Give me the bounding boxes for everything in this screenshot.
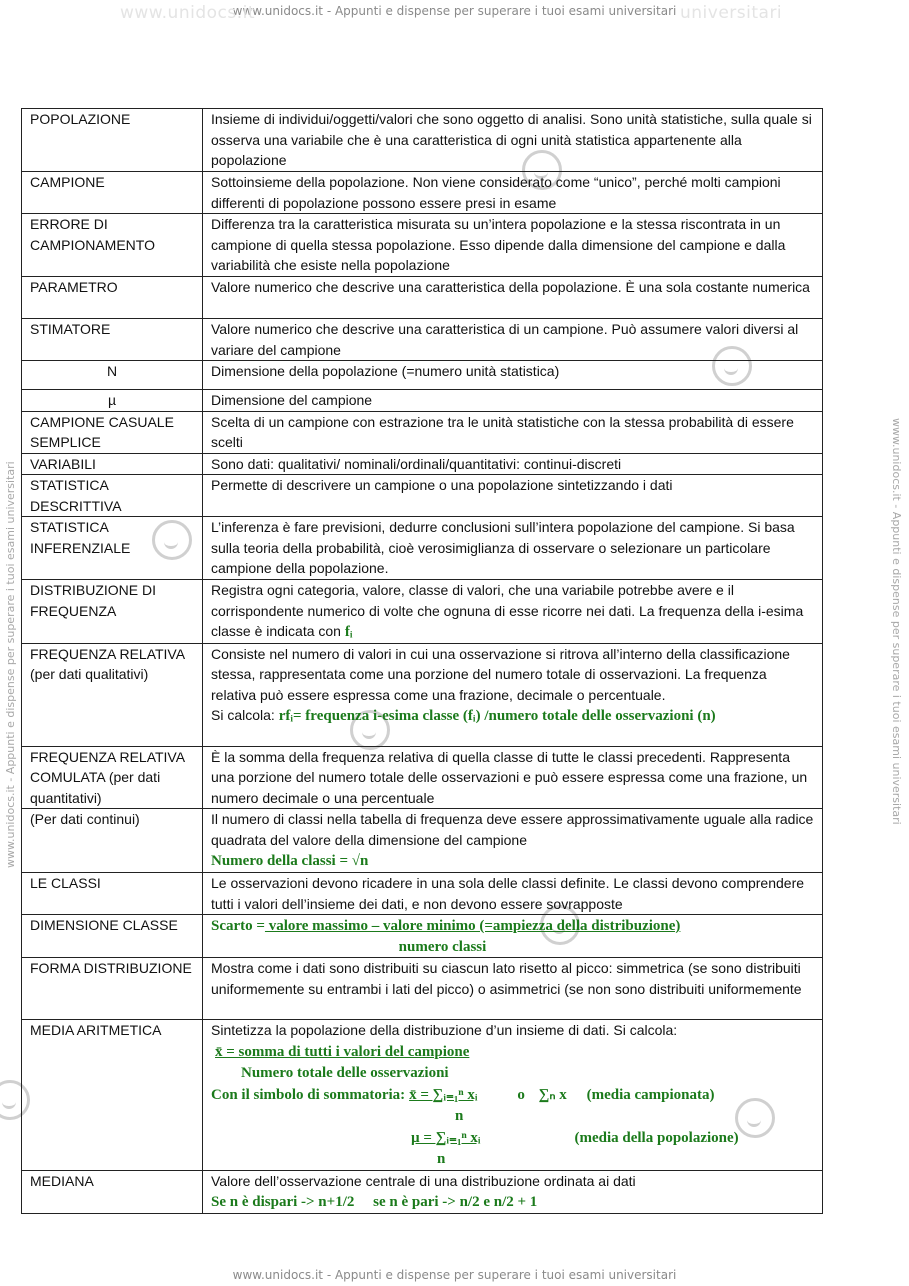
- formula-numerator: valore massimo – valore minimo (=ampiezza della distribuzione): [264, 918, 681, 934]
- formula-label: Scarto =: [211, 918, 265, 934]
- table-row: [22, 411, 823, 453]
- definition-cell: [203, 809, 823, 873]
- term-cell: MEDIANA: [22, 1170, 203, 1213]
- table-row: [22, 1020, 823, 1171]
- formula-symbol: fᵢ: [344, 624, 353, 640]
- formula-or: o: [517, 1086, 525, 1103]
- term-cell: STIMATORE: [22, 319, 203, 361]
- definition-cell: Valore numerico che descrive una caratteristica di un campione. Può assumere valori diversi al variare del campione: [203, 319, 823, 361]
- definition-cell: Dimensione del campione: [203, 390, 823, 412]
- definition-cell: Permette di descrivere un campione o una popolazione sintetizzando i dati: [203, 475, 823, 517]
- formula-text: Se n è dispari -> n+1/2 se n è pari -> n/2 e n/2 + 1: [211, 1194, 538, 1210]
- table-row: [22, 809, 823, 873]
- definition-cell: Scelta di un campione con estrazione tra le unità statistiche con la stessa probabilità di essere scelti: [203, 411, 823, 453]
- glossary-table: [21, 108, 823, 1214]
- watermark-side-right: www.unidocs.it - Appunti e dispense per superare i tuoi esami universitari: [890, 418, 903, 825]
- calc-label: Si calcola:: [211, 707, 275, 723]
- definition-text: Registra ogni categoria, valore, classe di valori, che una variabile potrebbe avere e il corrispondente numerico di volte che ognuna di esse ricorre nei dati. La frequenza della i-esima classe è indicata con: [211, 582, 804, 639]
- term-cell: LE CLASSI: [22, 873, 203, 915]
- term-cell: (Per dati continui): [22, 809, 203, 873]
- formula-expression: µ = ∑ᵢ₌₁ⁿ xᵢ: [411, 1129, 481, 1146]
- table-row: [22, 390, 823, 412]
- formula-text: Numero della classi = √n: [211, 853, 369, 869]
- table-row: [22, 453, 823, 475]
- table-row: [22, 915, 823, 958]
- formula-denominator: n: [437, 1151, 446, 1167]
- term-cell: µ: [22, 390, 203, 412]
- definition-cell: Insieme di individui/oggetti/valori che sono oggetto di analisi. Sono unità statistiche, sulla quale si osserva una variabile che è una caratteristica di ogni unità statistica appartenente alla popolazione: [203, 109, 823, 172]
- definition-cell: Le osservazioni devono ricadere in una sola delle classi definite. Le classi devono comprendere tutti i valori dell’insieme dei dati, e non devono essere sovrapposte: [203, 873, 823, 915]
- formula-denominator: numero classi: [398, 938, 487, 955]
- table-row: [22, 475, 823, 517]
- term-cell: ERRORE DI CAMPIONAMENTO: [22, 214, 203, 277]
- definition-cell: Dimensione della popolazione (=numero unità statistica): [203, 361, 823, 390]
- definition-text: Sintetizza la popolazione della distribuzione d’un insieme di dati. Si calcola:: [211, 1022, 678, 1038]
- watermark-ghost-left: www.unidocs.it: [120, 3, 256, 23]
- watermark-footer: www.unidocs.it - Appunti e dispense per superare i tuoi esami universitari: [232, 1268, 677, 1282]
- watermark-side-left: www.unidocs.it - Appunti e dispense per superare i tuoi esami universitari: [4, 461, 17, 868]
- formula-alt: ∑ₙ x: [538, 1086, 567, 1103]
- table-row: [22, 746, 823, 809]
- definition-cell: Valore numerico che descrive una caratteristica della popolazione. È una sola costante numerica: [203, 277, 823, 319]
- definition-cell: Sottoinsieme della popolazione. Non viene considerato come “unico”, perché molti campioni differenti di popolazione possono essere presi in esame: [203, 172, 823, 214]
- term-cell: POPOLAZIONE: [22, 109, 203, 172]
- watermark-header: www.unidocs.it - Appunti e dispense per superare i tuoi esami universitari: [232, 4, 677, 18]
- formula-denominator: Numero totale delle osservazioni: [241, 1065, 449, 1081]
- term-cell: FREQUENZA RELATIVA (per dati qualitativi): [22, 643, 203, 746]
- definition-text: Consiste nel numero di valori in cui una osservazione si ritrova all’interno della classificazione stessa, rappresentata come una porzione del numero totale di osservazioni. La frequenza relativa può essere espressa come una frazione, decimale o percentuale.: [211, 645, 790, 703]
- definition-cell: [203, 1170, 823, 1213]
- table-row: [22, 1170, 823, 1213]
- table-row: [22, 873, 823, 915]
- term-cell: MEDIA ARITMETICA: [22, 1020, 203, 1171]
- formula-text: rfᵢ= frequenza i-esima classe (fᵢ) /numero totale delle osservazioni (n): [278, 708, 716, 724]
- definition-cell: [203, 915, 823, 958]
- definition-cell: L’inferenza è fare previsioni, dedurre conclusioni sull’intera popolazione del campione. Si basa sulla teoria della probabilità, cioè verosimiglianza di osservare o selezionare un particolare campione della popolazione.: [203, 517, 823, 580]
- term-cell: DISTRIBUZIONE DI FREQUENZA: [22, 580, 203, 644]
- formula-numerator: x̄ = somma di tutti i valori del campione: [215, 1043, 470, 1060]
- table-row: [22, 109, 823, 172]
- table-row: [22, 277, 823, 319]
- table-row: [22, 319, 823, 361]
- term-cell: STATISTICA DESCRITTIVA: [22, 475, 203, 517]
- definition-text: Il numero di classi nella tabella di frequenza deve essere approssimativamente uguale alla radice quadrata del valore della dimensione del campione: [211, 811, 814, 848]
- formula-label: Con il simbolo di sommatoria:: [211, 1086, 406, 1103]
- table-row: [22, 643, 823, 746]
- formula-denominator: n: [455, 1108, 464, 1124]
- table-row: [22, 361, 823, 390]
- formula-note: (media della popolazione): [574, 1129, 739, 1146]
- table-row: [22, 172, 823, 214]
- term-cell: STATISTICA INFERENZIALE: [22, 517, 203, 580]
- term-cell: PARAMETRO: [22, 277, 203, 319]
- term-cell: FREQUENZA RELATIVA COMULATA (per dati quantitativi): [22, 746, 203, 809]
- definition-cell: [203, 580, 823, 644]
- formula-expression: x̄ = ∑ᵢ₌₁ⁿ xᵢ: [409, 1086, 478, 1103]
- table-row: [22, 214, 823, 277]
- term-cell: CAMPIONE CASUALE SEMPLICE: [22, 411, 203, 453]
- definition-cell: [203, 1020, 823, 1171]
- definition-cell: È la somma della frequenza relativa di quella classe di tutte le classi precedenti. Rappresenta una porzione del numero totale delle osservazioni e può essere espressa come una frazione, un numero decimale o una percentuale: [203, 746, 823, 809]
- definition-cell: Mostra come i dati sono distribuiti su ciascun lato risetto al picco: simmetrica (se sono distribuiti uniformemente su entrambi i lati del picco) o asimmetrici (se non sono distribuiti uniformemente: [203, 958, 823, 1020]
- definition-text: Valore dell’osservazione centrale di una distribuzione ordinata ai dati: [211, 1172, 636, 1189]
- table-row: [22, 517, 823, 580]
- term-cell: VARIABILI: [22, 453, 203, 475]
- formula-note: (media campionata): [586, 1086, 715, 1103]
- term-cell: CAMPIONE: [22, 172, 203, 214]
- table-row: [22, 958, 823, 1020]
- definition-cell: [203, 643, 823, 746]
- term-cell: DIMENSIONE CLASSE: [22, 915, 203, 958]
- term-cell: N: [22, 361, 203, 390]
- term-cell: FORMA DISTRIBUZIONE: [22, 958, 203, 1020]
- definition-cell: Sono dati: qualitativi/ nominali/ordinali/quantitativi: continui-discreti: [203, 453, 823, 475]
- watermark-ghost-right: universitari: [680, 3, 783, 23]
- table-row: [22, 580, 823, 644]
- definition-cell: Differenza tra la caratteristica misurata su un’intera popolazione e la stessa riscontrata in un campione di quella stessa popolazione. Esso dipende dalla dimensione del campione e dalla variabilità che esiste nella popolazione: [203, 214, 823, 277]
